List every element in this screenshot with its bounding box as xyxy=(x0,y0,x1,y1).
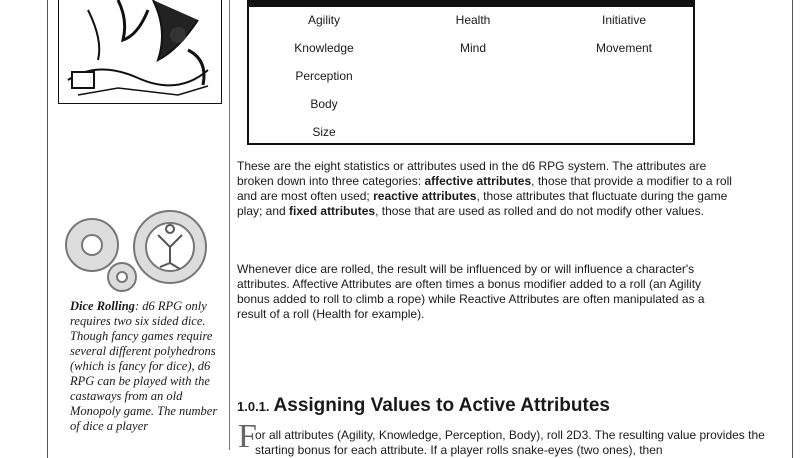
drop-cap: F xyxy=(238,418,257,455)
table-cell: Perception xyxy=(295,69,353,83)
intro-text: These are the eight statistics or attributes used in the d6 RPG system. The attributes are broken down into three categories: xyxy=(237,159,707,188)
section-number: 1.0.1. xyxy=(237,399,270,414)
sidebar-divider xyxy=(229,0,230,450)
table-cell: Movement xyxy=(595,41,653,55)
gears-clockwork-icon xyxy=(52,205,212,293)
intro-text: , those attributes that fluctuate during the game play; and xyxy=(237,189,728,218)
section-paragraph: or all attributes (Agility, Knowledge, Perception, Body), roll 2D3. The resulting value provides the starting bonus for each attribute. If a player rolls snake-eyes (two ones), then xyxy=(255,428,765,457)
section-title: Assigning Values to Active Attributes xyxy=(273,395,610,416)
table-cell: Initiative xyxy=(601,13,647,27)
table-cell: Health xyxy=(455,13,491,27)
intro-paragraph xyxy=(237,159,737,219)
table-cell: Size xyxy=(312,125,336,139)
table-cell: Body xyxy=(310,97,338,111)
table-cell: Knowledge xyxy=(294,41,354,55)
sidenote-text: : d6 RPG only requires two six sided dice. Though fancy games require several different polyhedrons (which is fancy for dice), d6 RPG can be played with the castaways from an old Monopoly game. The number of dice a player xyxy=(70,299,218,433)
term-affective: affective attributes xyxy=(424,174,532,188)
sidenote-title: Dice Rolling xyxy=(70,299,135,313)
sidenote xyxy=(70,299,220,434)
table-top-bar xyxy=(249,0,693,7)
dice-paragraph: Whenever dice are rolled, the result will be influenced by or will influence a character's attributes. Affective Attributes are often times a bonus modifier added to a roll (an Agility bonus added to roll to climb a rope) while Reactive Attributes are often manipulated as a result of a roll (Health for example). xyxy=(237,262,705,321)
term-fixed: fixed attributes xyxy=(289,204,376,218)
table-cell: Agility xyxy=(307,13,340,27)
section-heading xyxy=(237,395,610,417)
term-reactive: reactive attributes xyxy=(373,189,477,203)
intro-text: , those that provide a modifier to a roll and are most often used; xyxy=(237,174,732,203)
warrior-illustration-icon xyxy=(58,0,222,104)
attributes-table xyxy=(247,0,695,145)
intro-text: , those that are used as rolled and do not modify other values. xyxy=(375,204,704,218)
table-cell: Mind xyxy=(459,41,486,55)
